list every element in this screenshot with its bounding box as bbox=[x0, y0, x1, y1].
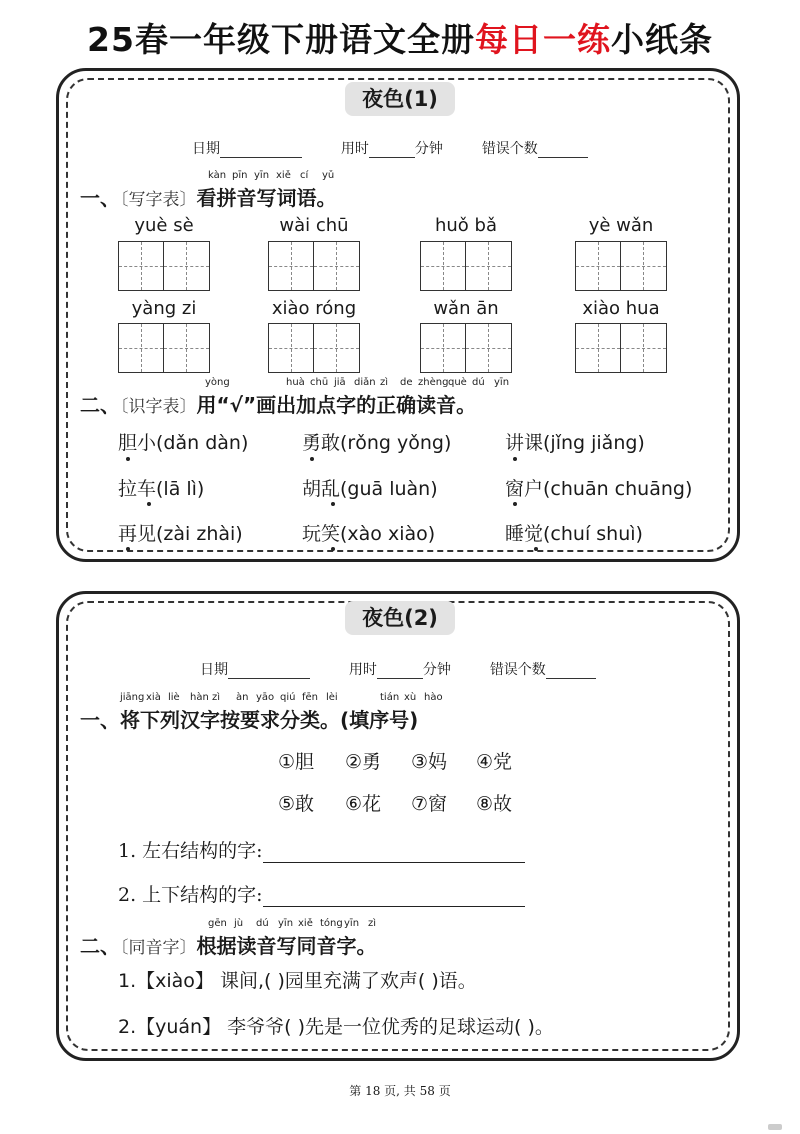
emphasis-dot bbox=[513, 502, 517, 506]
pinyin-word: huǒ bǎ bbox=[434, 215, 497, 236]
reading-choice[interactable]: 胆小(dǎn dàn) bbox=[118, 432, 249, 454]
homophone-sentence-2[interactable]: 2.【yuán】 李爷爷( )先是一位优秀的足球运动( )。 bbox=[118, 1016, 554, 1038]
meta-row-1 bbox=[192, 138, 588, 158]
meta-row-2 bbox=[200, 659, 596, 679]
q1-pinyin-annotation: jiāng xià liè hàn zì àn yāo qiú fēn lèi tián xù hào bbox=[120, 692, 443, 703]
emphasis-dot bbox=[126, 547, 130, 551]
emphasis-dot bbox=[534, 547, 538, 551]
errors-label: 错误个数 bbox=[481, 141, 538, 157]
q2-pinyin-annotation: gēn jù dú yīn xiě tóng yīn zì bbox=[208, 918, 377, 929]
writing-grid[interactable] bbox=[575, 241, 667, 291]
writing-grid[interactable] bbox=[268, 241, 360, 291]
date-label: 日期 bbox=[192, 141, 220, 157]
time-field[interactable] bbox=[377, 662, 423, 679]
pinyin-word: xiào hua bbox=[582, 298, 660, 319]
answer-line[interactable] bbox=[263, 842, 525, 863]
char-option: ⑦窗 bbox=[411, 793, 448, 815]
time-field[interactable] bbox=[369, 141, 415, 158]
reading-choice[interactable]: 拉车(lā lì) bbox=[118, 478, 205, 500]
section-badge: 〔写字表〕 bbox=[120, 190, 197, 210]
pinyin-word: wài chū bbox=[279, 215, 349, 236]
reading-choice[interactable]: 再见(zài zhài) bbox=[118, 523, 243, 545]
emphasis-dot bbox=[513, 457, 517, 461]
date-label: 日期 bbox=[200, 662, 228, 678]
lesson-title-1: 夜色(1) bbox=[345, 82, 455, 116]
reading-choice[interactable]: 玩笑(xào xiào) bbox=[302, 523, 436, 545]
pinyin-word: yuè sè bbox=[134, 215, 194, 236]
q1-pinyin-annotation: kàn pīn yīn xiě cí yǔ bbox=[208, 170, 335, 181]
section-badge: 〔识字表〕 bbox=[120, 397, 197, 417]
scan-mark bbox=[768, 1124, 782, 1130]
pinyin-word: xiào róng bbox=[271, 298, 357, 319]
pinyin-word: wǎn ān bbox=[433, 298, 499, 319]
writing-grid[interactable] bbox=[268, 323, 360, 373]
answer-line[interactable] bbox=[263, 886, 525, 907]
date-field[interactable] bbox=[220, 141, 302, 158]
writing-grid[interactable] bbox=[118, 241, 210, 291]
writing-grid[interactable] bbox=[575, 323, 667, 373]
char-option: ①胆 bbox=[278, 751, 315, 773]
page-title: 25春一年级下册语文全册每日一练小纸条 bbox=[87, 20, 713, 59]
question-1-heading: 一、将下列汉字按要求分类。(填序号) bbox=[80, 708, 419, 732]
homophone-sentence-1[interactable]: 1.【xiào】 课间,( )园里充满了欢声( )语。 bbox=[118, 970, 477, 992]
errors-field[interactable] bbox=[538, 141, 588, 158]
page-number: 第 18 页, 共 58 页 bbox=[349, 1084, 451, 1098]
errors-label: 错误个数 bbox=[489, 662, 546, 678]
time-label: 用时 bbox=[348, 662, 377, 678]
q2-pinyin-annotation: yòng huà chū jiā diǎn zì de zhèng què dú yīn bbox=[205, 377, 510, 388]
char-option: ④党 bbox=[476, 751, 513, 773]
char-option: ②勇 bbox=[345, 751, 382, 773]
reading-choice[interactable]: 讲课(jǐng jiǎng) bbox=[505, 432, 645, 454]
classification-blank-2: 2. 上下结构的字: bbox=[118, 880, 525, 907]
char-option: ⑧故 bbox=[476, 793, 513, 815]
reading-choice[interactable]: 睡觉(chuí shuì) bbox=[505, 523, 643, 545]
reading-choice[interactable]: 胡乱(guā luàn) bbox=[302, 478, 438, 500]
emphasis-dot bbox=[126, 457, 130, 461]
reading-choice[interactable]: 窗户(chuān chuāng) bbox=[505, 478, 693, 500]
time-label: 用时 bbox=[340, 141, 369, 157]
char-option: ③妈 bbox=[411, 751, 448, 773]
char-option: ⑤敢 bbox=[278, 793, 315, 815]
minutes-label: 分钟 bbox=[414, 141, 443, 157]
writing-grid[interactable] bbox=[420, 323, 512, 373]
pinyin-word: yè wǎn bbox=[588, 215, 654, 236]
date-field[interactable] bbox=[228, 662, 310, 679]
section-badge: 〔同音字〕 bbox=[120, 938, 197, 958]
writing-grid[interactable] bbox=[420, 241, 512, 291]
char-option: ⑥花 bbox=[345, 793, 382, 815]
lesson-title-2: 夜色(2) bbox=[345, 601, 455, 635]
writing-grid[interactable] bbox=[118, 323, 210, 373]
reading-choice[interactable]: 勇敢(rǒng yǒng) bbox=[302, 432, 452, 454]
pinyin-word: yàng zi bbox=[131, 298, 197, 319]
emphasis-dot bbox=[310, 457, 314, 461]
question-2-heading: 二、〔识字表〕用“√”画出加点字的正确读音。 bbox=[80, 393, 477, 417]
emphasis-dot bbox=[147, 502, 151, 506]
question-1-heading: 一、〔写字表〕看拼音写词语。 bbox=[80, 186, 337, 210]
emphasis-dot bbox=[331, 547, 335, 551]
emphasis-dot bbox=[331, 502, 335, 506]
minutes-label: 分钟 bbox=[422, 662, 451, 678]
question-2-heading: 二、〔同音字〕根据读音写同音字。 bbox=[80, 934, 377, 958]
classification-blank-1: 1. 左右结构的字: bbox=[118, 836, 525, 863]
errors-field[interactable] bbox=[546, 662, 596, 679]
